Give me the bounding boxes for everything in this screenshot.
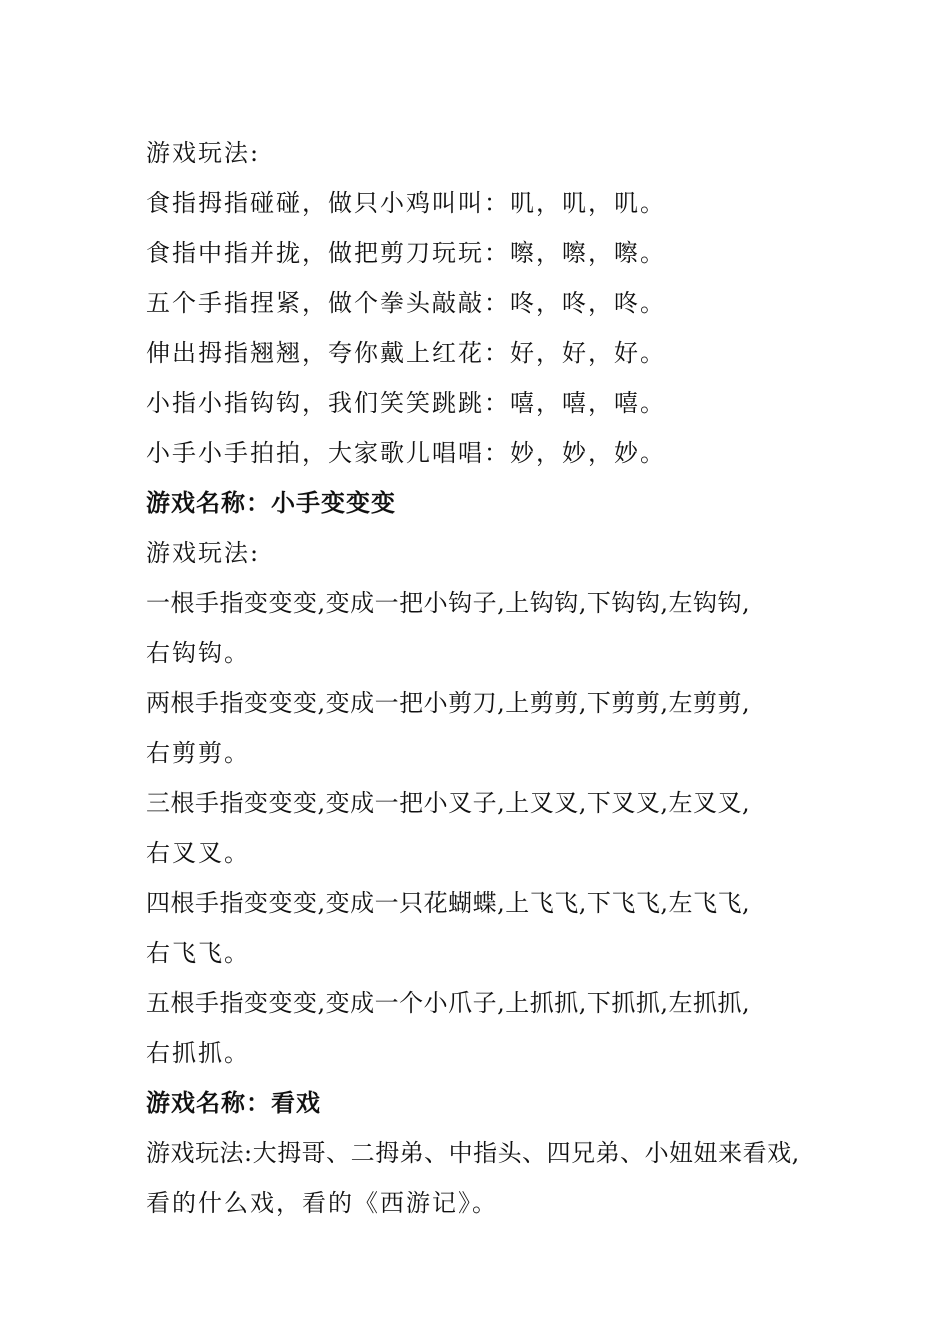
verse-line-continued: 右剪剪。 <box>146 739 250 767</box>
verse-line: 四根手指变变变,变成一只花蝴蝶,上飞飞,下飞飞,左飞飞, <box>146 889 751 917</box>
rhyme-line: 食指拇指碰碰，做只小鸡叫叫：叽，叽，叽。 <box>146 189 666 217</box>
verse-line: 三根手指变变变,变成一把小叉子,上叉叉,下叉叉,左叉叉, <box>146 789 751 817</box>
game-title-small-hands: 游戏名称：小手变变变 <box>146 489 396 517</box>
verse-line-continued: 右钩钩。 <box>146 639 250 667</box>
game-title-watch-show: 游戏名称：看戏 <box>146 1089 321 1117</box>
section1-play-label: 游戏玩法: <box>146 139 261 167</box>
verse-line: 一根手指变变变,变成一把小钩子,上钩钩,下钩钩,左钩钩, <box>146 589 751 617</box>
section2-play-label: 游戏玩法: <box>146 539 261 567</box>
rhyme-line: 小指小指钩钩，我们笑笑跳跳：嘻，嘻，嘻。 <box>146 389 666 417</box>
rhyme-line: 食指中指并拢，做把剪刀玩玩：嚓，嚓，嚓。 <box>146 239 666 267</box>
section3-play-line-continued: 看的什么戏，看的《西游记》。 <box>146 1189 498 1217</box>
rhyme-line: 五个手指捏紧，做个拳头敲敲：咚，咚，咚。 <box>146 289 666 317</box>
verse-line-continued: 右飞飞。 <box>146 939 250 967</box>
rhyme-line: 小手小手拍拍，大家歌儿唱唱：妙，妙，妙。 <box>146 439 666 467</box>
section3-play-line: 游戏玩法:大拇哥、二拇弟、中指头、四兄弟、小妞妞来看戏, <box>146 1139 800 1167</box>
verse-line: 两根手指变变变,变成一把小剪刀,上剪剪,下剪剪,左剪剪, <box>146 689 751 717</box>
verse-line-continued: 右抓抓。 <box>146 1039 250 1067</box>
rhyme-line: 伸出拇指翘翘，夸你戴上红花：好，好，好。 <box>146 339 666 367</box>
verse-line-continued: 右叉叉。 <box>146 839 250 867</box>
verse-line: 五根手指变变变,变成一个小爪子,上抓抓,下抓抓,左抓抓, <box>146 989 751 1017</box>
document-page <box>146 128 814 1228</box>
